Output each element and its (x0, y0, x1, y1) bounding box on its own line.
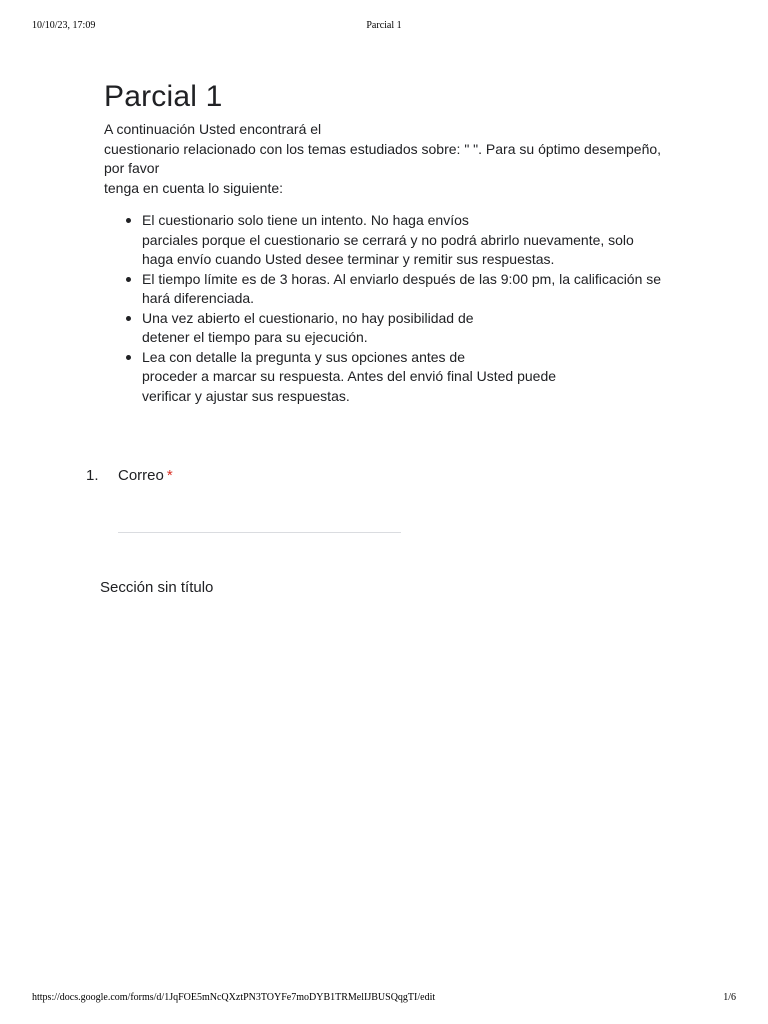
instruction-line: Lea con detalle la pregunta y sus opciones antes de (142, 348, 466, 365)
description-line: por favor (104, 160, 160, 176)
instruction-line: detener el tiempo para su ejecución. (142, 329, 368, 345)
instruction-line: Una vez abierto el cuestionario, no hay posibilidad de (142, 309, 474, 326)
instruction-item (142, 211, 682, 270)
instruction-item (142, 348, 682, 407)
print-doc-title: Parcial 1 (366, 20, 402, 31)
instruction-line: parciales porque el cuestionario se cerrará y no podrá abrirlo nuevamente, solo (142, 231, 634, 248)
print-page-number: 1/6 (723, 992, 736, 1003)
instruction-item (142, 270, 682, 309)
instruction-line: El cuestionario solo tiene un intento. No haga envíos (142, 212, 469, 228)
print-datetime: 10/10/23, 17:09 (32, 20, 96, 31)
description-line: cuestionario relacionado con los temas estudiados sobre: " ". Para su óptimo desempeño, (104, 140, 662, 157)
question-label: Correo (118, 467, 164, 484)
instruction-line: haga envío cuando Usted desee terminar y remitir sus respuestas. (142, 251, 555, 267)
instruction-line: proceder a marcar su respuesta. Antes del envió final Usted puede (142, 368, 557, 384)
print-url: https://docs.google.com/forms/d/1JqFOE5mNcQXztPN3TOYFe7moDYB1TRMelIJBUSQqgTI/edit (32, 992, 436, 1003)
form-description (104, 120, 674, 198)
description-line: tenga en cuenta lo siguiente: (104, 179, 284, 196)
print-footer (0, 992, 768, 1012)
description-line: A continuación Usted encontrará el (104, 121, 322, 137)
required-marker: * (166, 467, 173, 484)
email-answer-field[interactable] (118, 510, 401, 533)
instruction-line: verificar y ajustar sus respuestas. (142, 387, 350, 404)
instruction-line: hará diferenciada. (142, 290, 255, 306)
section-title: Sección sin título (100, 579, 214, 596)
form-title: Parcial 1 (104, 80, 223, 113)
instruction-item (142, 309, 682, 348)
print-header (0, 0, 768, 50)
instruction-line: El tiempo límite es de 3 horas. Al enviarlo después de las 9:00 pm, la calificación se (142, 270, 662, 287)
question-title (118, 467, 173, 484)
question-number: 1. (86, 467, 99, 484)
instructions-list (142, 211, 682, 406)
